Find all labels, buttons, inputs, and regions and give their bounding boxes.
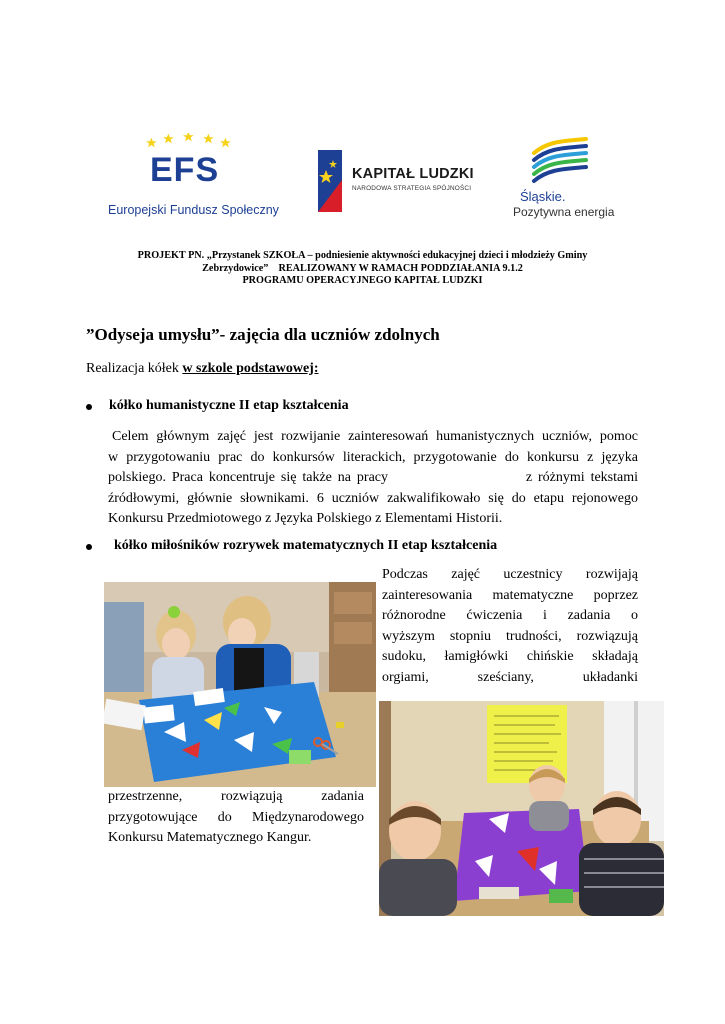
paragraph-line: w przygotowaniu prac do konkursów literackich, przygotowanie do konkursu z języka — [108, 449, 638, 465]
project-header — [95, 250, 630, 288]
efs-wordmark: EFS — [150, 151, 220, 189]
classroom-photo-1 — [104, 582, 376, 787]
classroom-photo-2 — [379, 701, 664, 916]
paragraph-line: sudoku, łamigłówki chińskie składają — [382, 649, 638, 665]
paragraph-line: Konkursu Matematycznego Kangur. — [108, 830, 312, 846]
efs-caption: Europejski Fundusz Społeczny — [108, 203, 279, 217]
bullet-icon — [86, 544, 92, 550]
project-header-line: Zebrzydowice” REALIZOWANY W RAMACH PODDZIAŁANIA 9.1.2 — [202, 262, 523, 274]
slaskie-name: Śląskie. — [520, 189, 566, 204]
document-title: ”Odyseja umysłu”- zajęcia dla uczniów zdolnych — [86, 325, 440, 344]
section2-paragraph-right — [382, 565, 638, 689]
paragraph-line: źródłowymi, głównie słownikami. 6 uczniów zakwalifikowało się do etapu rejonowego — [108, 490, 638, 506]
paragraph-line: zainteresowania matematyczne poprzez — [382, 587, 638, 603]
paragraph-line: różnorodne ćwiczenia i zadania o — [382, 608, 638, 624]
photo-girls-tangram — [104, 582, 376, 787]
paragraph-fragment: polskiego. Praca koncentruje się także na pracy — [108, 470, 389, 486]
intro-prefix: Realizacja kółek — [86, 361, 183, 376]
paragraph-line — [108, 468, 638, 489]
efs-logo — [108, 133, 279, 225]
slaskie-slogan: Pozytywna energia — [513, 205, 615, 219]
intro-underlined: w szkole podstawowej: — [182, 361, 319, 376]
paragraph-line: Celem głównym zajęć jest rozwijanie zainteresowań humanistycznych uczniów, pomoc — [112, 429, 638, 444]
project-header-line: PROGRAMU OPERACYJNEGO KAPITAŁ LUDZKI — [242, 275, 483, 286]
project-header-line: PROJEKT PN. „Przystanek SZKOŁA – podniesienie aktywności edukacyjnej dzieci i młodzieży Gminy — [137, 250, 588, 261]
paragraph-line: orgiami, sześciany, układanki — [382, 669, 638, 685]
paragraph-line: przygotowujące do Międzynarodowego — [108, 809, 364, 825]
paragraph-line: Konkursu Przedmiotowego z Języka Polskiego z Elementami Historii. — [108, 511, 503, 527]
intro-line — [86, 361, 319, 377]
section1-heading-text: kółko humanistyczne II etap kształcenia — [109, 398, 349, 413]
paragraph-line: przestrzenne, rozwiązują zadania — [108, 789, 364, 804]
kapital-ludzki-subtitle: NARODOWA STRATEGIA SPÓJNOŚCI — [352, 185, 472, 192]
slaskie-waves-icon — [530, 137, 590, 187]
kapital-ludzki-title: KAPITAŁ LUDZKI — [352, 166, 474, 182]
section2-paragraph-left — [108, 787, 364, 849]
section2-heading-text: kółko miłośników rozrywek matematycznych II etap kształcenia — [114, 538, 498, 553]
section1-paragraph — [108, 427, 638, 530]
paragraph-line: wyższym stopniu trudności, rozwiązują — [382, 628, 638, 644]
kapital-ludzki-logo — [318, 150, 474, 212]
paragraph-fragment: z różnymi tekstami — [525, 470, 638, 486]
slaskie-logo — [510, 137, 620, 227]
bullet-icon — [86, 404, 92, 410]
kapital-ludzki-flag-icon — [318, 150, 342, 212]
paragraph-line: Podczas zajęć uczestnicy rozwijają — [382, 567, 638, 582]
photo-boys-tangram — [379, 701, 664, 916]
